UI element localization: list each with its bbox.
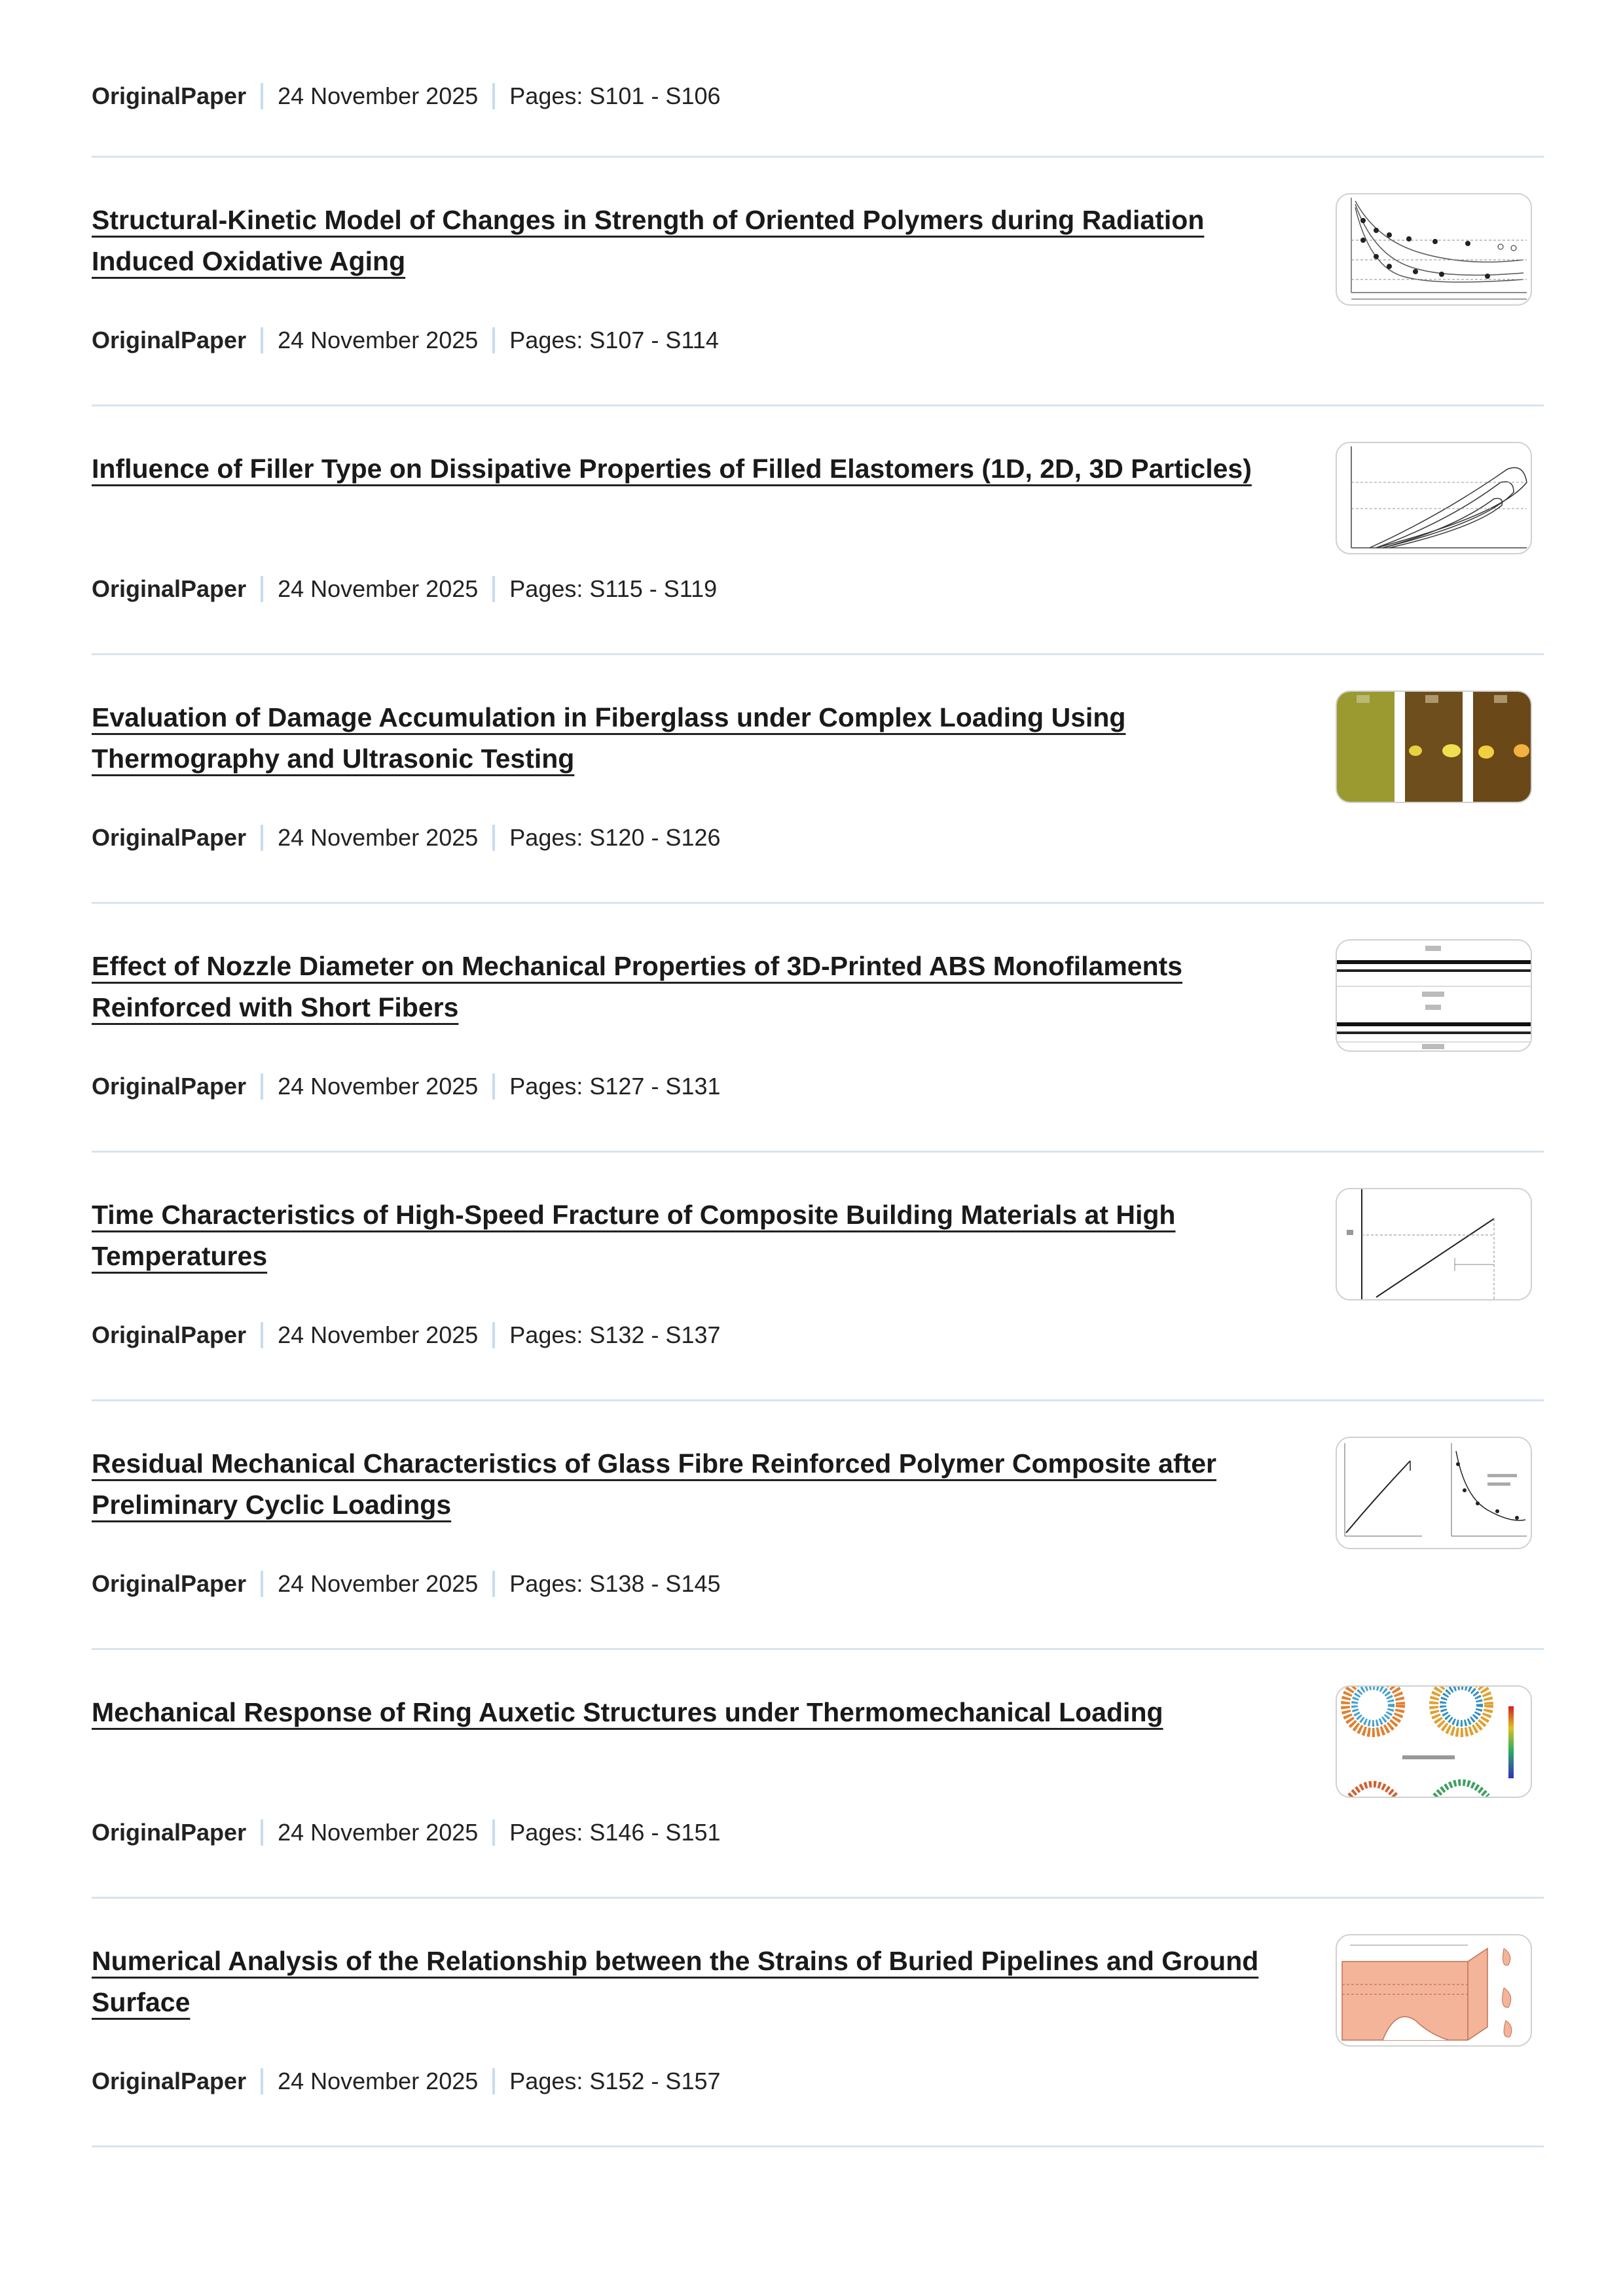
- meta-separator: [261, 2068, 263, 2094]
- article-meta: [92, 80, 721, 113]
- divider: [92, 1151, 1544, 1153]
- article-thumbnail[interactable]: [1336, 939, 1532, 1052]
- article-type: OriginalPaper: [92, 327, 247, 353]
- article-date: 24 November 2025: [278, 824, 479, 851]
- meta-separator: [492, 83, 495, 109]
- article-item: [92, 448, 1544, 697]
- article-pages: Pages: S127 - S131: [509, 1073, 721, 1100]
- article-meta: [92, 1070, 721, 1103]
- article-pages: Pages: S115 - S119: [509, 575, 718, 602]
- divider: [92, 404, 1544, 406]
- meta-separator: [492, 1322, 495, 1348]
- article-meta: [92, 1568, 721, 1600]
- thermography-thumbnail: [1337, 692, 1531, 802]
- article-thumbnail[interactable]: [1336, 1685, 1532, 1798]
- article-title: [92, 448, 1296, 490]
- article-meta: [92, 1319, 721, 1352]
- article-title-link[interactable]: Numerical Analysis of the Relationship between the Strains of Buried Pipelines and Ground Surface: [92, 1946, 1259, 2017]
- article-title-link[interactable]: Residual Mechanical Characteristics of Glass Fibre Reinforced Polymer Composite after Preliminary Cyclic Loadings: [92, 1448, 1216, 1520]
- article-thumbnail[interactable]: [1336, 1934, 1532, 2047]
- scatter-plot-thumbnail: [1337, 194, 1531, 304]
- article-title-link[interactable]: Time Characteristics of High-Speed Fracture of Composite Building Materials at High Temperatures: [92, 1200, 1176, 1271]
- filament-thumbnail: [1337, 941, 1531, 1050]
- article-item: [92, 1443, 1544, 1692]
- meta-separator: [261, 1073, 263, 1100]
- meta-separator: [261, 825, 263, 851]
- divider: [92, 653, 1544, 655]
- divider: [92, 2145, 1544, 2147]
- divider: [92, 1897, 1544, 1899]
- article-title: [92, 1941, 1296, 2023]
- meta-separator: [261, 1571, 263, 1597]
- article-pages: Pages: S132 - S137: [509, 1321, 721, 1348]
- article-date: 24 November 2025: [278, 1073, 479, 1100]
- hysteresis-plot-thumbnail: [1337, 443, 1531, 553]
- article-type: OriginalPaper: [92, 2068, 247, 2094]
- article-pages: Pages: S101 - S106: [509, 82, 721, 109]
- article-title-link[interactable]: Influence of Filler Type on Dissipative Properties of Filled Elastomers (1D, 2D, 3D Particles): [92, 454, 1252, 484]
- article-meta: [92, 324, 719, 357]
- article-item: [92, 1194, 1544, 1443]
- article-type: OriginalPaper: [92, 1073, 247, 1100]
- meta-separator: [261, 1322, 263, 1348]
- article-type: OriginalPaper: [92, 1819, 247, 1846]
- article-meta: [92, 2065, 721, 2098]
- article-thumbnail[interactable]: [1336, 1437, 1532, 1549]
- article-title: [92, 1692, 1296, 1733]
- article-pages: Pages: S120 - S126: [509, 824, 721, 851]
- article-item: [92, 200, 1544, 448]
- article-title-link[interactable]: Structural-Kinetic Model of Changes in Strength of Oriented Polymers during Radiation Induced Oxidative Aging: [92, 205, 1205, 276]
- article-type: OriginalPaper: [92, 824, 247, 851]
- meta-separator: [492, 1820, 495, 1846]
- article-date: 24 November 2025: [278, 1321, 479, 1348]
- article-meta: [92, 1816, 721, 1849]
- meta-separator: [492, 327, 495, 353]
- article-meta: [92, 573, 717, 605]
- article-thumbnail[interactable]: [1336, 1188, 1532, 1300]
- article-item: [92, 1692, 1544, 1941]
- divider: [92, 1399, 1544, 1401]
- article-title: [92, 1443, 1296, 1526]
- article-type: OriginalPaper: [92, 1321, 247, 1348]
- article-thumbnail[interactable]: [1336, 193, 1532, 306]
- divider: [92, 156, 1544, 158]
- article-type: OriginalPaper: [92, 575, 247, 602]
- meta-separator: [492, 825, 495, 851]
- article-title: [92, 946, 1296, 1028]
- article-item: [92, 697, 1544, 946]
- fracture-plot-thumbnail: [1337, 1189, 1531, 1299]
- meta-separator: [492, 576, 495, 602]
- article-date: 24 November 2025: [278, 1570, 479, 1597]
- meta-separator: [492, 2068, 495, 2094]
- auxetic-ring-thumbnail: [1337, 1687, 1531, 1797]
- article-pages: Pages: S152 - S157: [509, 2068, 721, 2094]
- article-type: OriginalPaper: [92, 82, 247, 109]
- article-thumbnail[interactable]: [1336, 691, 1532, 803]
- article-title-link[interactable]: Mechanical Response of Ring Auxetic Structures under Thermomechanical Loading: [92, 1697, 1163, 1727]
- article-title: [92, 697, 1296, 780]
- article-thumbnail[interactable]: [1336, 442, 1532, 554]
- article-title: [92, 1194, 1296, 1277]
- article-type: OriginalPaper: [92, 1570, 247, 1597]
- article-item: [92, 1941, 1544, 2189]
- meta-separator: [261, 576, 263, 602]
- divider: [92, 1648, 1544, 1650]
- article-pages: Pages: S146 - S151: [509, 1819, 721, 1846]
- meta-separator: [492, 1571, 495, 1597]
- article-title-link[interactable]: Effect of Nozzle Diameter on Mechanical Properties of 3D-Printed ABS Monofilaments Reinforced with Short Fibers: [92, 951, 1183, 1022]
- meta-separator: [261, 83, 263, 109]
- article-pages: Pages: S138 - S145: [509, 1570, 721, 1597]
- article-pages: Pages: S107 - S114: [509, 327, 719, 353]
- divider: [92, 902, 1544, 904]
- article-date: 24 November 2025: [278, 2068, 479, 2094]
- meta-separator: [492, 1073, 495, 1100]
- article-date: 24 November 2025: [278, 327, 479, 353]
- cyclic-loading-plot-thumbnail: [1337, 1438, 1531, 1548]
- article-date: 24 November 2025: [278, 82, 479, 109]
- meta-separator: [261, 1820, 263, 1846]
- article-date: 24 November 2025: [278, 575, 479, 602]
- article-meta: [92, 821, 721, 854]
- pipeline-model-thumbnail: [1337, 1935, 1531, 2045]
- article-title: [92, 200, 1296, 282]
- meta-separator: [261, 327, 263, 353]
- article-item: [92, 946, 1544, 1194]
- article-date: 24 November 2025: [278, 1819, 479, 1846]
- article-title-link[interactable]: Evaluation of Damage Accumulation in Fiberglass under Complex Loading Using Thermography and Ultrasonic Testing: [92, 702, 1126, 774]
